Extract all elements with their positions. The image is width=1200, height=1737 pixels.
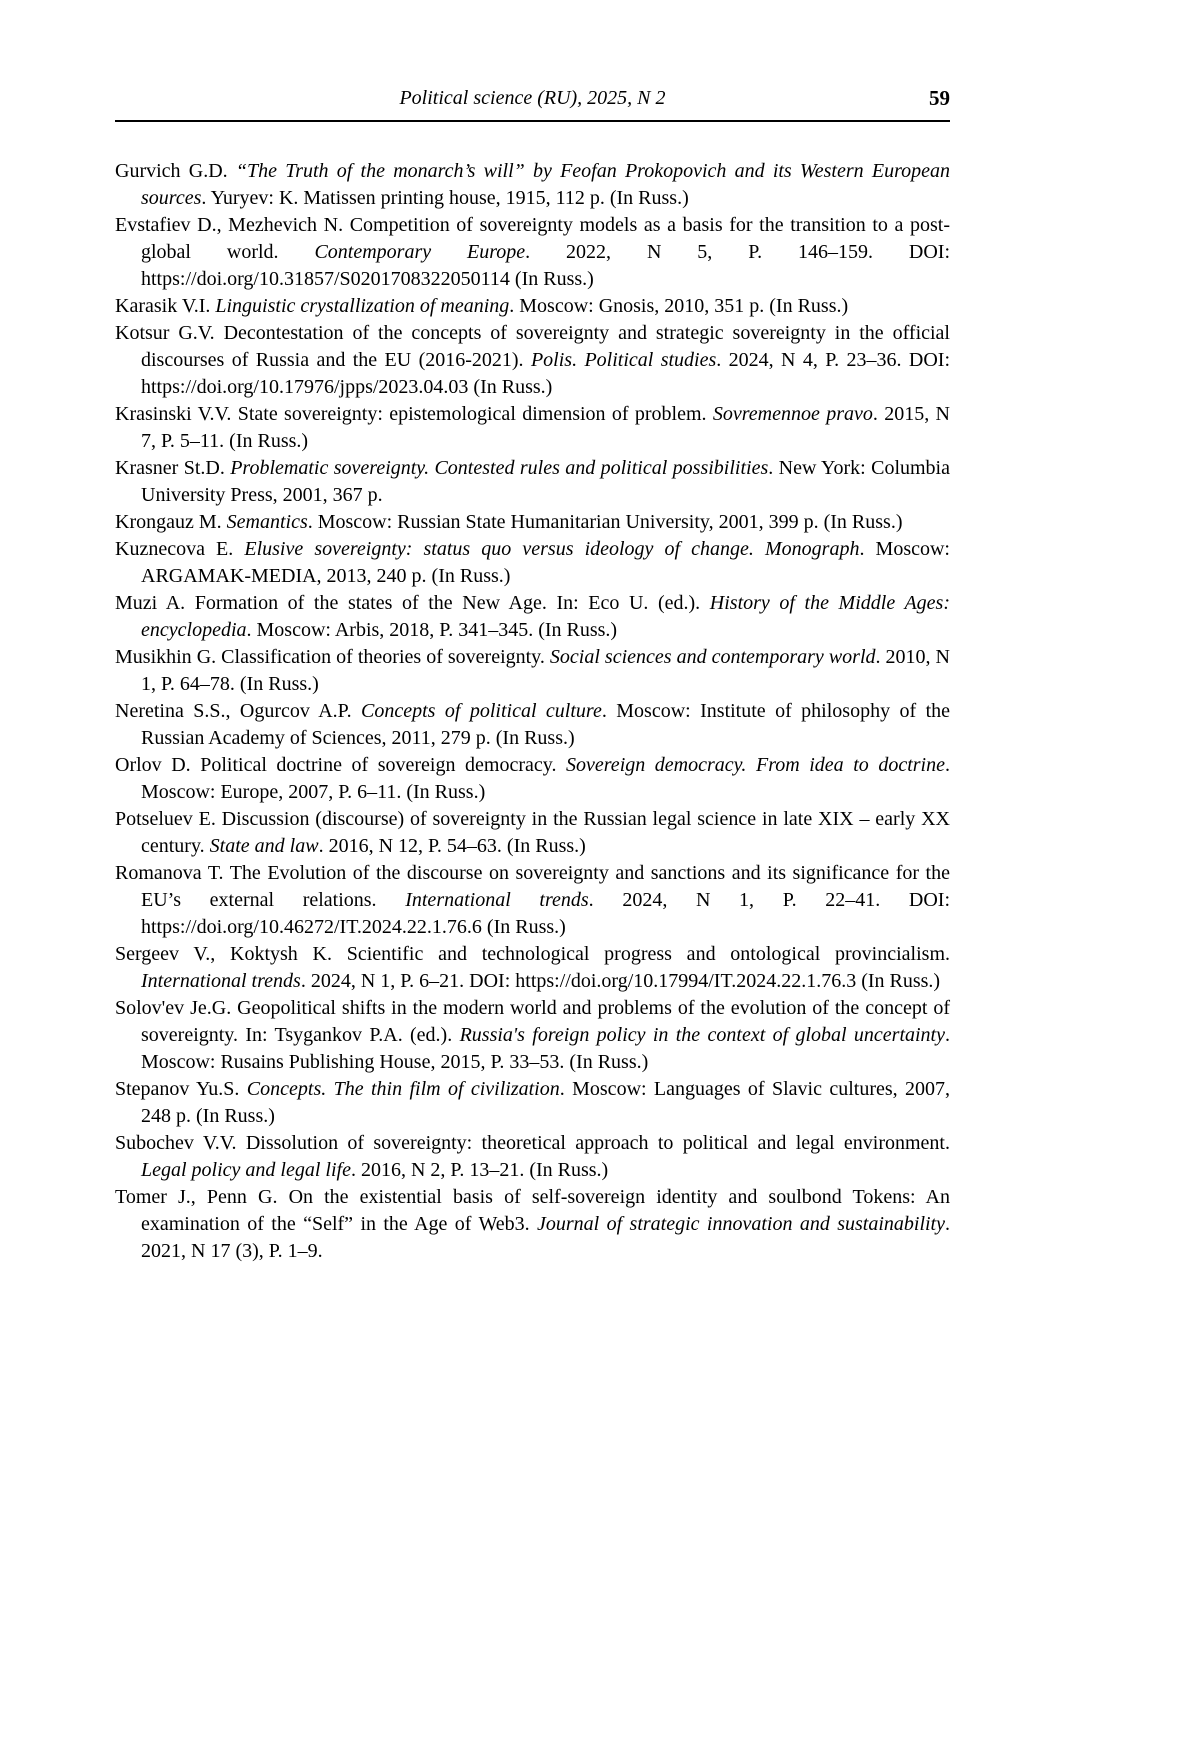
reference-text: Sergeev V., Koktysh K. Scientific and technological progress and ontological provincialism. xyxy=(115,943,950,965)
reference-title-italic: Legal policy and legal life xyxy=(141,1159,351,1181)
reference-entry xyxy=(115,698,950,752)
reference-text: . Moscow: Institute of philosophy of the Russian Academy of Sciences, 2011, 279 p. (In Russ.) xyxy=(141,700,951,749)
header-rule xyxy=(115,120,950,122)
reference-text: Solov'ev Je.G. Geopolitical shifts in the modern world and problems of the evolution of the concept of sovereignty. In: Tsygankov P.A. (ed.). xyxy=(115,997,950,1046)
reference-text: . Moscow: Russian State Humanitarian University, 2001, 399 p. (In Russ.) xyxy=(307,511,903,533)
reference-text: . 2024, N 1, P. 22–41. DOI: https://doi.org/10.46272/IT.2024.22.1.76.6 (In Russ.) xyxy=(141,889,950,938)
reference-entry xyxy=(115,1130,950,1184)
reference-text: . Moscow: Arbis, 2018, P. 341–345. (In Russ.) xyxy=(246,619,618,641)
reference-text: . 2024, N 1, P. 6–21. DOI: https://doi.org/10.17994/IT.2024.22.1.76.3 (In Russ.) xyxy=(300,970,941,992)
reference-entry xyxy=(115,158,950,212)
reference-text: Subochev V.V. Dissolution of sovereignty: theoretical approach to political and legal environment. xyxy=(115,1132,950,1154)
reference-text: Kuznecova E. xyxy=(115,538,245,560)
references-list xyxy=(115,158,950,1265)
reference-title-italic: “The Truth of the monarch’s will” by Feofan Prokopovich and its Western European sources xyxy=(141,160,950,209)
reference-title-italic: Problematic sovereignty. Contested rules and political possibilities xyxy=(230,457,769,479)
reference-title-italic: Concepts. The thin film of civilization xyxy=(246,1078,560,1100)
reference-title-italic: State and law xyxy=(209,835,319,857)
reference-entry xyxy=(115,1184,950,1265)
reference-title-italic: Social sciences and contemporary world xyxy=(549,646,876,668)
reference-text: . 2015, N 7, P. 5–11. (In Russ.) xyxy=(141,403,950,452)
reference-entry xyxy=(115,401,950,455)
reference-entry xyxy=(115,752,950,806)
reference-title-italic: International trends xyxy=(405,889,589,911)
reference-text: Stepanov Yu.S. xyxy=(115,1078,247,1100)
reference-text: Kotsur G.V. Decontestation of the concepts of sovereignty and strategic sovereignty in the official discourses of Russia and the EU (2016-2021). xyxy=(115,322,950,371)
reference-title-italic: Semantics xyxy=(226,511,308,533)
reference-text: Muzi A. Formation of the states of the New Age. In: Eco U. (ed.). xyxy=(115,592,710,614)
journal-title: Political science (RU), 2025, N 2 xyxy=(399,87,666,109)
reference-text: Musikhin G. Classification of theories of sovereignty. xyxy=(115,646,550,668)
reference-text: . Moscow: ARGAMAK-MEDIA, 2013, 240 p. (In Russ.) xyxy=(141,538,950,587)
reference-text: . Moscow: Europe, 2007, P. 6–11. (In Russ.) xyxy=(141,754,950,803)
reference-text: . Yuryev: K. Matissen printing house, 1915, 112 p. (In Russ.) xyxy=(201,187,689,209)
page-number: 59 xyxy=(929,86,950,110)
reference-entry xyxy=(115,806,950,860)
reference-entry xyxy=(115,941,950,995)
reference-text: Romanova T. The Evolution of the discourse on sovereignty and sanctions and its significance for the EU’s external relations. xyxy=(115,862,950,911)
reference-title-italic: Russia's foreign policy in the context of global uncertainty xyxy=(459,1024,945,1046)
reference-text: Potseluev E. Discussion (discourse) of sovereignty in the Russian legal science in late XIX – early XX century. xyxy=(115,808,950,857)
reference-text: Tomer J., Penn G. On the existential basis of self-sovereign identity and soulbond Tokens: An examination of the “Self” in the Age of Web3. xyxy=(115,1186,950,1235)
reference-title-italic: Polis. Political studies xyxy=(530,349,717,371)
reference-text: . Moscow: Languages of Slavic cultures, 2007, 248 p. (In Russ.) xyxy=(141,1078,951,1127)
reference-entry xyxy=(115,536,950,590)
reference-entry xyxy=(115,995,950,1076)
reference-text: Krasner St.D. xyxy=(115,457,231,479)
reference-title-italic: Linguistic crystallization of meaning xyxy=(215,295,510,317)
reference-text: . 2016, N 2, P. 13–21. (In Russ.) xyxy=(350,1159,609,1181)
reference-entry xyxy=(115,1076,950,1130)
reference-title-italic: Sovereign democracy. From idea to doctrine xyxy=(566,754,945,776)
reference-entry xyxy=(115,509,950,536)
reference-title-italic: Journal of strategic innovation and sustainability xyxy=(537,1213,945,1235)
reference-text: Neretina S.S., Ogurcov A.P. xyxy=(115,700,362,722)
reference-title-italic: International trends xyxy=(141,970,301,992)
reference-title-italic: History of the Middle Ages: encyclopedia xyxy=(141,592,950,641)
reference-text: Krongauz M. xyxy=(115,511,227,533)
reference-entry xyxy=(115,860,950,941)
reference-entry xyxy=(115,644,950,698)
reference-text: . 2022, N 5, P. 146–159. DOI: https://doi.org/10.31857/S0201708322050114 (In Russ.) xyxy=(141,241,951,290)
reference-text: . Moscow: Rusains Publishing House, 2015, P. 33–53. (In Russ.) xyxy=(141,1024,950,1073)
reference-title-italic: Concepts of political culture xyxy=(361,700,602,722)
reference-entry xyxy=(115,320,950,401)
reference-text: . 2010, N 1, P. 64–78. (In Russ.) xyxy=(141,646,950,695)
reference-text: Krasinski V.V. State sovereignty: epistemological dimension of problem. xyxy=(115,403,713,425)
reference-text: Orlov D. Political doctrine of sovereign democracy. xyxy=(115,754,567,776)
reference-text: . New York: Columbia University Press, 2001, 367 p. xyxy=(141,457,950,506)
page-header xyxy=(115,86,950,122)
reference-text: Karasik V.I. xyxy=(115,295,216,317)
reference-text: Evstafiev D., Mezhevich N. Competition of sovereignty models as a basis for the transition to a post-global world. xyxy=(115,214,950,263)
reference-entry xyxy=(115,590,950,644)
reference-text: . Moscow: Gnosis, 2010, 351 p. (In Russ.) xyxy=(509,295,849,317)
reference-text: . 2016, N 12, P. 54–63. (In Russ.) xyxy=(318,835,586,857)
reference-title-italic: Contemporary Europe xyxy=(314,241,526,263)
reference-text: . 2024, N 4, P. 23–36. DOI: https://doi.org/10.17976/jpps/2023.04.03 (In Russ.) xyxy=(141,349,951,398)
reference-title-italic: Elusive sovereignty: status quo versus ideology of change. Monograph xyxy=(244,538,860,560)
running-head xyxy=(115,86,950,112)
reference-entry xyxy=(115,455,950,509)
reference-entry xyxy=(115,293,950,320)
reference-text: . 2021, N 17 (3), P. 1–9. xyxy=(141,1213,950,1262)
reference-entry xyxy=(115,212,950,293)
reference-text: Gurvich G.D. xyxy=(115,160,236,182)
reference-title-italic: Sovremennoe pravo xyxy=(712,403,873,425)
